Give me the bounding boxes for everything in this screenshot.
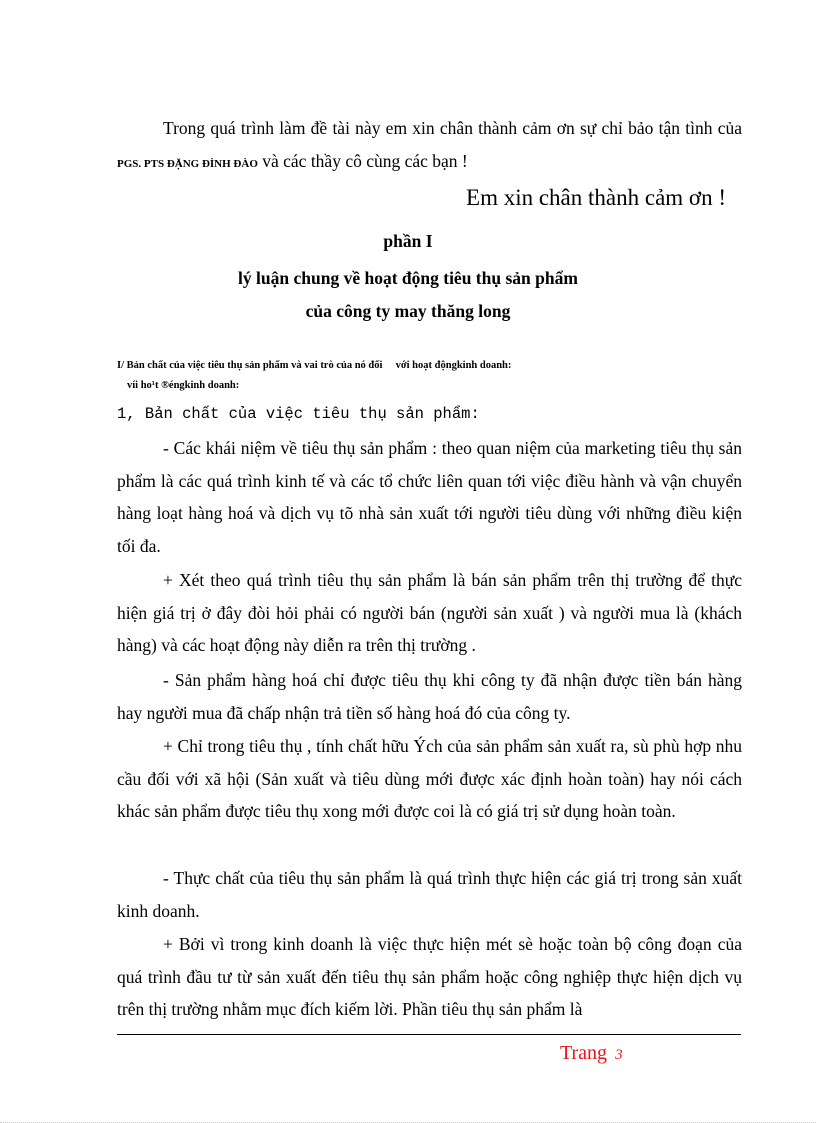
intro-paragraph (117, 112, 742, 180)
body-paragraph: - Các khái niệm về tiêu thụ sản phẩm : theo quan niệm của marketing tiêu thụ sản phẩm là các quá trình kinh tế và các tổ chức liên quan tới việc điều hành và vận chuyển hàng loạt hàng hoá và dịch vụ tõ nhà sản xuất tới người tiêu dùng với những điều kiện tối đa. (117, 438, 742, 556)
footer-rule (117, 1034, 741, 1035)
body-paragraph: - Thực chất của tiêu thụ sản phẩm là quá trình thực hiện các giá trị trong sản xuất kinh doanh. (117, 868, 742, 921)
page-footer (560, 1040, 623, 1068)
chapter-title-line-2: của công ty may thăng long (305, 301, 511, 321)
footer-label: Trang (560, 1042, 608, 1064)
section-heading-line-1: I/ Bản chất của việc tiêu thụ sản phẩm và vai trò của nó đối với hoạt độngkinh doanh: (117, 360, 512, 371)
chapter-title-line-1: lý luận chung về hoạt động tiêu thụ sản phẩm (238, 268, 578, 288)
thanks-line: Em xin chân thành cảm ơn ! (466, 185, 726, 210)
body-paragraph: + Bởi vì trong kinh doanh là việc thực hiện mét sè hoặc toàn bộ công đoạn của quá trình đầu tư từ sản xuất đến tiêu thụ sản phẩm hoặc công nghiệp thực hiện dịch vụ trên thị trường nhằm mục đích kiếm lời. Phần tiêu thụ sản phẩm là (117, 934, 742, 1019)
part-title: phần I (383, 231, 433, 251)
body-paragraph: + Chỉ trong tiêu thụ , tính chất hữu Ých của sản phẩm sản xuất ra, sù phù hợp nhu cầu đối với xã hội (Sản xuất và tiêu dùng mới được xác định hoàn toàn) hay nói cách khác sản phẩm được tiêu thụ xong mới được coi là có giá trị sử dụng hoàn toàn. (117, 736, 742, 821)
intro-text: Trong quá trình làm đề tài này em xin chân thành cảm ơn sự chỉ bảo tận tình của (163, 118, 742, 138)
section-heading-line-2: víi ho¹t ®éngkinh doanh: (127, 380, 240, 391)
section-heading (117, 356, 757, 396)
intro-text-end: và các thầy cô cùng các bạn ! (257, 150, 468, 171)
body-paragraph: - Sản phẩm hàng hoá chỉ được tiêu thụ khi công ty đã nhận được tiền bán hàng hay người mua đã chấp nhận trả tiền số hàng hoá đó của công ty. (117, 670, 742, 723)
advisor-name: PGS. PTS ĐẶNG ĐÌNH ĐÀO (117, 157, 258, 170)
page-number: 3 (615, 1047, 623, 1063)
subsection-heading: 1, Bản chất của việc tiêu thụ sản phẩm: (117, 405, 480, 423)
body-paragraph: + Xét theo quá trình tiêu thụ sản phẩm là bán sản phẩm trên thị trường để thực hiện giá trị ở đây đòi hỏi phải có người bán (người sản xuất ) và người mua là (khách hàng) và các hoạt động này diễn ra trên thị trường . (117, 570, 742, 655)
